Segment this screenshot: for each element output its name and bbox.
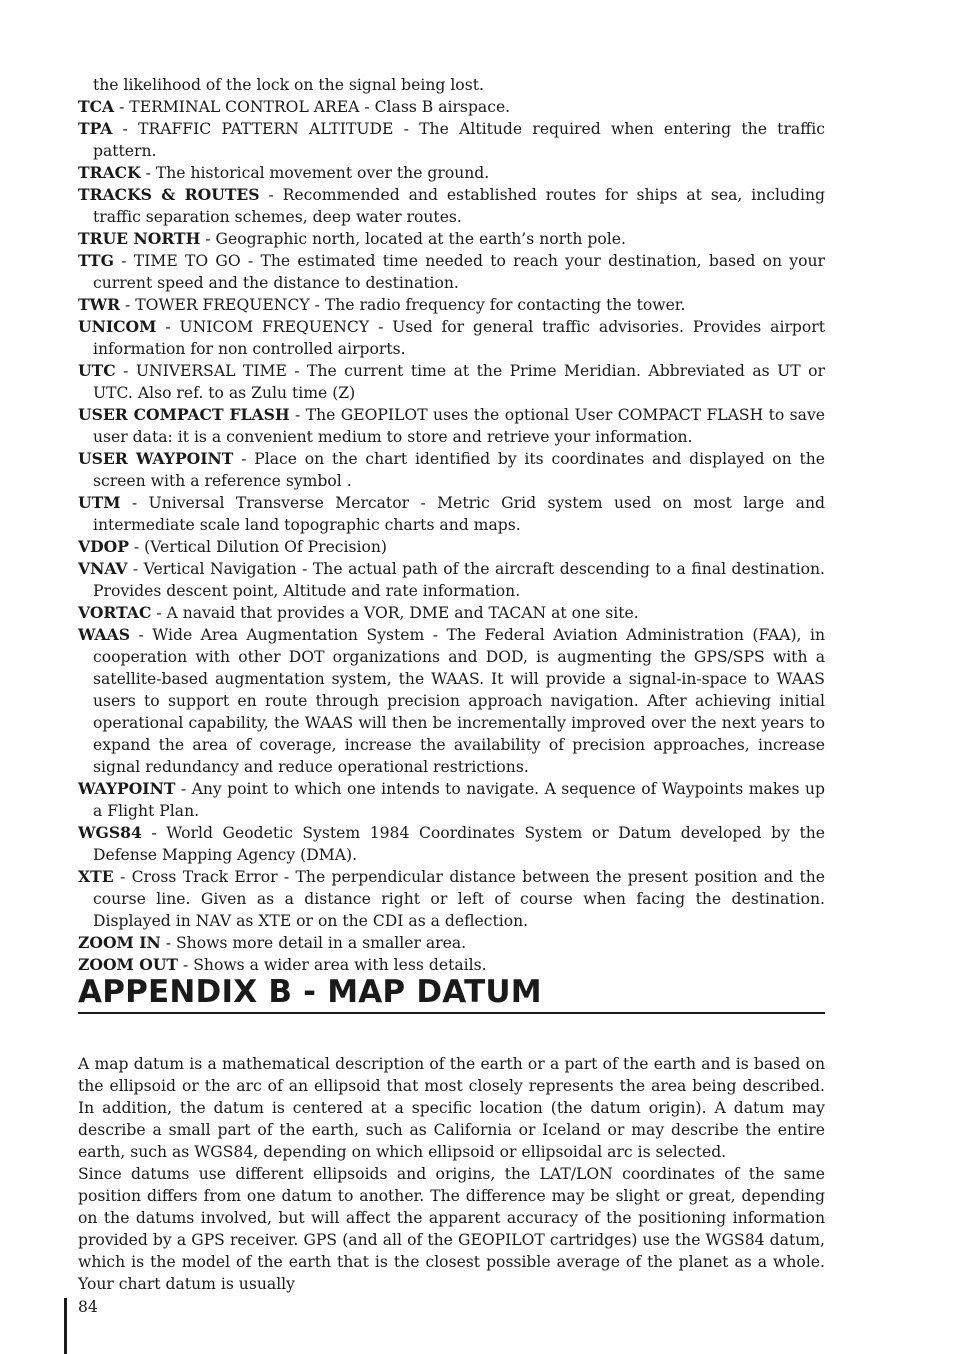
glossary-definition: - Universal Transverse Mercator - Metric Grid system used on most large and intermediate scale land topographic charts and maps. [93,494,825,534]
glossary-entry [78,932,825,954]
glossary-term: TWR [78,295,121,314]
glossary-entry [78,360,825,404]
glossary-term: UNICOM [78,317,157,336]
glossary-term: TTG [78,251,114,270]
glossary-term: USER WAYPOINT [78,449,234,468]
glossary-term: VORTAC [78,603,152,622]
glossary-definition: - Cross Track Error - The perpendicular distance between the present position and the course line. Given as a distance right or left of course when facing the destination. Displayed in NAV as XTE or on the CDI as a deflection. [93,868,825,930]
glossary-definition: - The historical movement over the ground. [140,164,490,182]
body-paragraph: A map datum is a mathematical description of the earth or a part of the earth and is based on the ellipsoid or the arc of an ellipsoid that most closely represents the area being described. In addition, the datum is centered at a specific location (the datum origin). A datum may describe a small part of the earth, such as California or Iceland or may describe the entire earth, such as WGS84, depending on which ellipsoid or ellipsoidal arc is selected. [78,1055,825,1161]
glossary-definition: - TIME TO GO - The estimated time needed to reach your destination, based on your current speed and the distance to destination. [93,252,825,292]
glossary-entry [78,448,825,492]
glossary-term: WAYPOINT [78,779,176,798]
glossary-term: TRACKS & ROUTES [78,185,260,204]
glossary-definition: - (Vertical Dilution Of Precision) [128,538,388,556]
page-number: 84 [78,1298,98,1316]
glossary-definition: - The GEOPILOT uses the optional User COMPACT FLASH to save user data: it is a convenient medium to store and retrieve your information. [93,406,826,446]
glossary-entry [78,250,825,294]
glossary-entry [78,162,825,184]
glossary-definition: - Recommended and established routes for ships at sea, including traffic separation schemes, deep water routes. [93,186,825,226]
glossary-entry [78,184,825,228]
glossary-section [78,74,825,976]
glossary-definition: - World Geodetic System 1984 Coordinates System or Datum developed by the Defense Mapping Agency (DMA). [93,824,825,864]
glossary-definition: - TERMINAL CONTROL AREA - Class B airspace. [114,98,511,116]
glossary-term: WGS84 [78,823,142,842]
glossary-definition: - UNICOM FREQUENCY - Used for general traffic advisories. Provides airport information for non controlled airports. [93,318,825,358]
glossary-term: ZOOM OUT [78,955,179,974]
glossary-definition: - Place on the chart identified by its coordinates and displayed on the screen with a reference symbol . [93,450,825,490]
glossary-term: TCA [78,97,115,116]
glossary-entry [78,228,825,250]
glossary-term: UTC [78,361,116,380]
glossary-entry [78,822,825,866]
glossary-term: ZOOM IN [78,933,161,952]
glossary-definition: - UNIVERSAL TIME - The current time at the Prime Meridian. Abbreviated as UT or UTC. Also ref. to as Zulu time (Z) [93,362,825,402]
glossary-term: TPA [78,119,113,138]
glossary-definition: - A navaid that provides a VOR, DME and TACAN at one site. [151,604,639,622]
glossary-definition: - TOWER FREQUENCY - The radio frequency for contacting the tower. [120,296,686,314]
glossary-entry [78,602,825,624]
glossary-term: USER COMPACT FLASH [78,405,290,424]
appendix-title: APPENDIX B - MAP DATUM [78,972,825,1014]
glossary-continuation: the likelihood of the lock on the signal being lost. [93,76,484,94]
glossary-entry [78,294,825,316]
glossary-definition: - Vertical Navigation - The actual path of the aircraft descending to a final destination. Provides descent point, Altitude and rate information. [93,560,825,600]
glossary-definition: - Wide Area Augmentation System - The Federal Aviation Administration (FAA), in cooperation with other DOT organizations and DOD, is augmenting the GPS/SPS with a satellite-based augmentation system, the WAAS. It will provide a signal-in-space to WAAS users to support en route through precision approach navigation. After achieving initial operational capability, the WAAS will then be incrementally improved over the next years to expand the area of coverage, increase the availability of precision approaches, increase signal redundancy and reduce operational restrictions. [93,626,825,776]
glossary-entry [78,624,825,778]
glossary-term: XTE [78,867,114,886]
glossary-term: VNAV [78,559,128,578]
glossary-entry [78,118,825,162]
glossary-definition: - Shows a wider area with less details. [178,956,487,974]
glossary-term: VDOP [78,537,129,556]
glossary-entry [78,866,825,932]
glossary-definition: - Geographic north, located at the earth’s north pole. [200,230,626,248]
glossary-entry [78,536,825,558]
glossary-term: WAAS [78,625,130,644]
body-paragraph: Since datums use different ellipsoids and origins, the LAT/LON coordinates of the same position differs from one datum to another. The difference may be slight or great, depending on the datums involved, but will affect the apparent accuracy of the positioning information provided by a GPS receiver. GPS (and all of the GEOPILOT cartridges) use the WGS84 datum, which is the model of the earth that is the closest possible average of the planet as a whole. Your chart datum is usually [78,1165,825,1293]
glossary-entry [78,96,825,118]
glossary-term: TRACK [78,163,141,182]
glossary-term: TRUE NORTH [78,229,201,248]
glossary-definition: - Shows more detail in a smaller area. [160,934,467,952]
glossary-term: UTM [78,493,121,512]
page-margin-rule [64,1298,67,1354]
glossary-entry [78,558,825,602]
appendix-body [78,1053,825,1295]
glossary-entries [78,96,825,976]
glossary-definition: - TRAFFIC PATTERN ALTITUDE - The Altitude required when entering the traffic pattern. [93,120,825,160]
glossary-entry [78,778,825,822]
glossary-entry [78,316,825,360]
glossary-entry [78,492,825,536]
glossary-definition: - Any point to which one intends to navigate. A sequence of Waypoints makes up a Flight Plan. [93,780,825,820]
glossary-entry [78,404,825,448]
